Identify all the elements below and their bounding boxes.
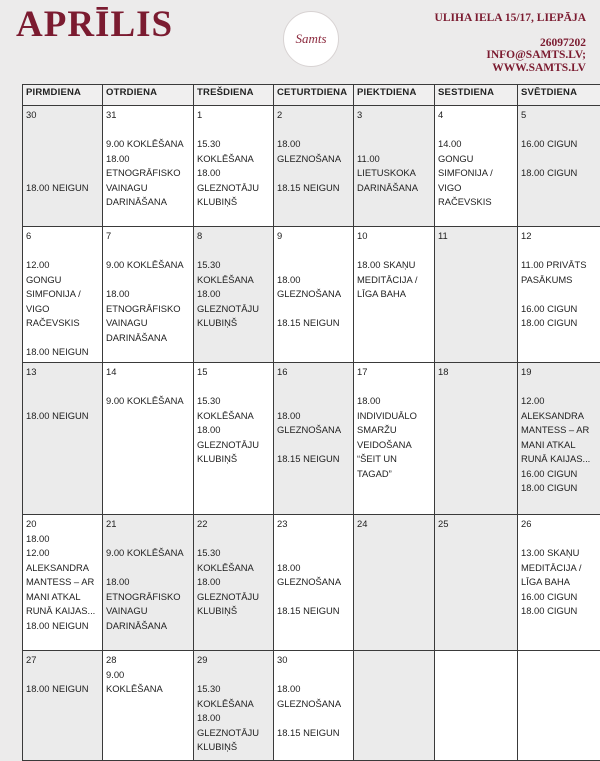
day-events: 18.00 NEIGUN bbox=[26, 380, 99, 424]
week-row bbox=[23, 515, 600, 651]
day-number: 16 bbox=[277, 365, 350, 380]
day-events: 15.30 KOKLĒŠANA 18.00 GLEZNOTĀJU KLUBIŅŠ bbox=[197, 380, 270, 467]
contact-block bbox=[435, 12, 586, 74]
weekday-header: OTRDIENA bbox=[103, 85, 194, 106]
week-row bbox=[23, 227, 600, 363]
week-row bbox=[23, 106, 600, 227]
day-events: 18.00 GLEZNOŠANA 18.15 NEIGUN bbox=[277, 668, 350, 741]
day-cell bbox=[103, 363, 194, 515]
day-events: 9.00 KOKLĒŠANA 18.00 ETNOGRĀFISKO VAINAGU DARINĀŠANA bbox=[106, 532, 190, 634]
day-events: 18.00 GLEZNOŠANA 18.15 NEIGUN bbox=[277, 532, 350, 619]
day-number: 4 bbox=[438, 108, 514, 123]
day-number: 6 bbox=[26, 229, 99, 244]
day-cell bbox=[518, 227, 600, 363]
email[interactable]: INFO@SAMTS.LV; bbox=[435, 49, 586, 62]
weekday-header: PIRMDIENA bbox=[23, 85, 103, 106]
day-cell bbox=[194, 227, 274, 363]
day-events: 18.00 GLEZNOŠANA 18.15 NEIGUN bbox=[277, 244, 350, 331]
day-events: 9.00 KOKLĒŠANA 18.00 ETNOGRĀFISKO VAINAGU DARINĀŠANA bbox=[106, 123, 190, 210]
weekday-header: TREŠDIENA bbox=[194, 85, 274, 106]
day-number: 30 bbox=[26, 108, 99, 123]
day-events: 11.00 LIETUSKOKA DARINĀŠANA bbox=[357, 123, 431, 196]
day-events: 15.30 KOKLĒŠANA 18.00 GLEZNOTĀJU KLUBIŅŠ bbox=[197, 532, 270, 619]
day-cell bbox=[354, 515, 435, 651]
day-number: 31 bbox=[106, 108, 190, 123]
day-cell bbox=[103, 106, 194, 227]
day-number: 15 bbox=[197, 365, 270, 380]
day-cell bbox=[354, 227, 435, 363]
day-number: 3 bbox=[357, 108, 431, 123]
day-number: 22 bbox=[197, 517, 270, 532]
day-number: 2 bbox=[277, 108, 350, 123]
day-cell bbox=[354, 363, 435, 515]
day-events: 14.00 GONGU SIMFONIJA / VIGO RAČEVSKIS bbox=[438, 123, 514, 210]
day-number: 24 bbox=[357, 517, 431, 532]
day-number: 10 bbox=[357, 229, 431, 244]
day-cell bbox=[435, 651, 518, 761]
logo-text: Samts bbox=[295, 31, 326, 47]
day-cell bbox=[23, 515, 103, 651]
day-number: 18 bbox=[438, 365, 514, 380]
day-number: 20 bbox=[26, 517, 99, 532]
day-cell bbox=[518, 106, 600, 227]
day-cell bbox=[274, 363, 354, 515]
day-cell bbox=[354, 651, 435, 761]
day-number: 9 bbox=[277, 229, 350, 244]
day-number: 23 bbox=[277, 517, 350, 532]
day-events: 9.00 KOKLĒŠANA 18.00 ETNOGRĀFISKO VAINAGU DARINĀŠANA bbox=[106, 244, 190, 346]
day-number: 13 bbox=[26, 365, 99, 380]
day-number: 1 bbox=[197, 108, 270, 123]
day-cell bbox=[435, 106, 518, 227]
weekday-header-row bbox=[23, 85, 600, 106]
day-number: 27 bbox=[26, 653, 99, 668]
day-number: 29 bbox=[197, 653, 270, 668]
weekday-header: SESTDIENA bbox=[435, 85, 518, 106]
day-events: 18.00 NEIGUN bbox=[26, 123, 99, 196]
website[interactable]: WWW.SAMTS.LV bbox=[435, 62, 586, 75]
day-cell bbox=[23, 651, 103, 761]
day-cell bbox=[354, 106, 435, 227]
day-cell bbox=[435, 515, 518, 651]
day-number: 19 bbox=[521, 365, 597, 380]
day-cell bbox=[274, 106, 354, 227]
day-cell bbox=[194, 363, 274, 515]
page-title: APRĪLIS bbox=[16, 6, 173, 43]
logo bbox=[283, 11, 339, 67]
day-number: 17 bbox=[357, 365, 431, 380]
day-cell bbox=[23, 106, 103, 227]
day-cell bbox=[518, 651, 600, 761]
weekday-header: SVĒTDIENA bbox=[518, 85, 600, 106]
day-cell bbox=[435, 227, 518, 363]
day-events: 15.30 KOKLĒŠANA 18.00 GLEZNOTĀJU KLUBIŅŠ bbox=[197, 123, 270, 210]
day-number: 28 bbox=[106, 653, 190, 668]
weekday-header: CETURTDIENA bbox=[274, 85, 354, 106]
day-number: 12 bbox=[521, 229, 597, 244]
day-cell bbox=[274, 651, 354, 761]
day-cell bbox=[274, 227, 354, 363]
day-events: 15.30 KOKLĒŠANA 18.00 GLEZNOTĀJU KLUBIŅŠ bbox=[197, 244, 270, 331]
day-number: 11 bbox=[438, 229, 514, 244]
weekday-header: PIEKTDIENA bbox=[354, 85, 435, 106]
week-row bbox=[23, 363, 600, 515]
day-number: 5 bbox=[521, 108, 597, 123]
day-events: 15.30 KOKLĒŠANA 18.00 GLEZNOTĀJU KLUBIŅŠ bbox=[197, 668, 270, 755]
day-cell bbox=[23, 363, 103, 515]
day-cell bbox=[194, 515, 274, 651]
day-events: 18.00 NEIGUN bbox=[26, 668, 99, 697]
day-number: 14 bbox=[106, 365, 190, 380]
day-cell bbox=[518, 515, 600, 651]
day-events: 18.00 12.00 ALEKSANDRA MANTESS – AR MANI ATKAL RUNĀ KAIJAS... 18.00 NEIGUN bbox=[26, 532, 99, 634]
day-cell bbox=[274, 515, 354, 651]
day-number: 8 bbox=[197, 229, 270, 244]
day-cell bbox=[103, 227, 194, 363]
day-events: 13.00 SKAŅU MEDITĀCIJA / LĪGA BAHA 16.00 CIGUN 18.00 CIGUN bbox=[521, 532, 597, 619]
day-cell bbox=[435, 363, 518, 515]
day-number: 21 bbox=[106, 517, 190, 532]
day-cell bbox=[23, 227, 103, 363]
day-cell bbox=[194, 106, 274, 227]
day-cell bbox=[103, 515, 194, 651]
day-events: 12.00 GONGU SIMFONIJA / VIGO RAČEVSKIS 18.00 NEIGUN bbox=[26, 244, 99, 360]
day-events: 18.00 INDIVIDUĀLO SMARŽU VEIDOŠANA “ŠEIT UN TAGAD” bbox=[357, 380, 431, 482]
day-number: 7 bbox=[106, 229, 190, 244]
day-events: 12.00 ALEKSANDRA MANTESS – AR MANI ATKAL RUNĀ KAIJAS... 16.00 CIGUN 18.00 CIGUN bbox=[521, 380, 597, 496]
day-events: 9.00 KOKLĒŠANA bbox=[106, 380, 190, 409]
day-events: 11.00 PRIVĀTS PASĀKUMS 16.00 CIGUN 18.00 CIGUN bbox=[521, 244, 597, 331]
address: ULIHA IELA 15/17, LIEPĀJA bbox=[435, 12, 586, 25]
day-events: 18.00 SKAŅU MEDITĀCIJA / LĪGA BAHA bbox=[357, 244, 431, 302]
day-number: 25 bbox=[438, 517, 514, 532]
phone: 26097202 bbox=[435, 37, 586, 50]
day-cell bbox=[103, 651, 194, 761]
day-events: 9.00 KOKLĒŠANA bbox=[106, 668, 190, 697]
day-events: 18.00 GLEZNOŠANA 18.15 NEIGUN bbox=[277, 380, 350, 467]
day-number: 30 bbox=[277, 653, 350, 668]
day-number: 26 bbox=[521, 517, 597, 532]
day-events: 16.00 CIGUN 18.00 CIGUN bbox=[521, 123, 597, 181]
day-events: 18.00 GLEZNOŠANA 18.15 NEIGUN bbox=[277, 123, 350, 196]
calendar-table bbox=[22, 84, 600, 761]
day-cell bbox=[194, 651, 274, 761]
week-row bbox=[23, 651, 600, 761]
day-cell bbox=[518, 363, 600, 515]
